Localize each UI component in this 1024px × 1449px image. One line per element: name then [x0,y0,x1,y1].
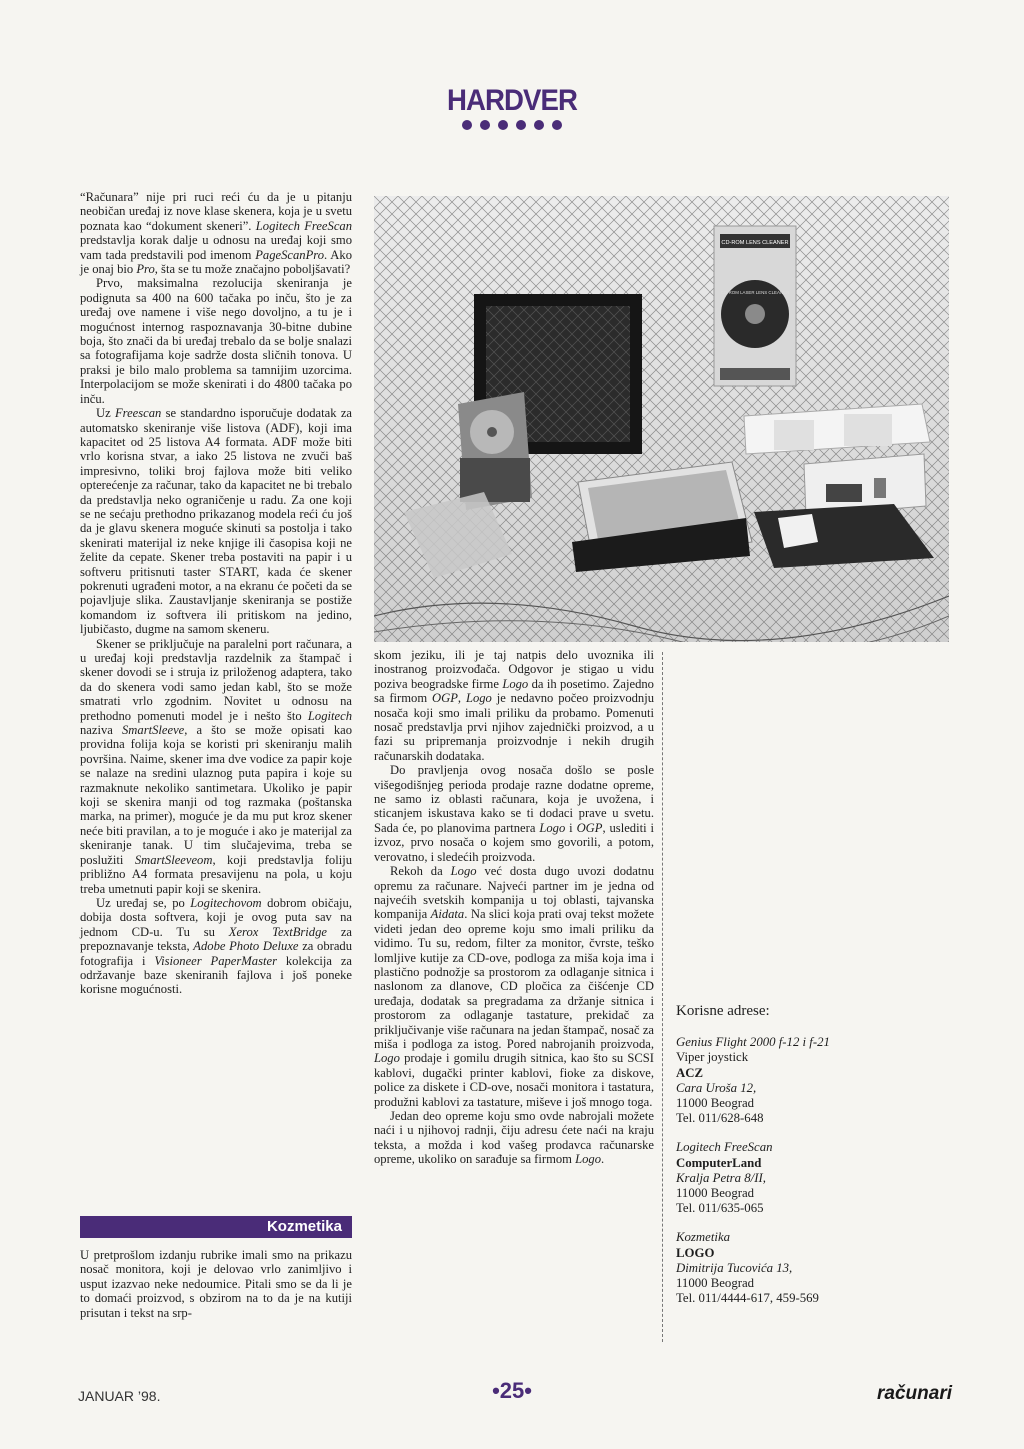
phone: Tel. 011/635-065 [676,1201,764,1216]
section-header [412,84,612,130]
svg-text:CD-ROM LASER LENS CLEANER: CD-ROM LASER LENS CLEANER [720,290,790,295]
dot [462,120,472,130]
address-block [676,1230,916,1306]
company-name: ComputerLand [676,1155,762,1170]
street: Kralja Petra 8/II, [676,1170,766,1185]
product-line: Viper joystick [676,1050,749,1065]
product-models: f-12 i f-21 [778,1035,830,1050]
article-column-2 [374,648,654,1167]
section-title: HARDVER [446,84,578,117]
kozmetika-column [80,1248,352,1320]
cd-case-stack [458,392,532,510]
magazine-name: računari [877,1383,952,1404]
paragraph: Uz Freescan se standardno isporučuje dodatak za automatsko skeniranje više listova (ADF), koji ima kapacitet od 25 listova A4 formata. ADF može biti vrlo korisna stvar, a iako 25 listova ne zvuči baš impresivno, toliki broj fajlova može biti veliko opterećenje za računar, tako da kapacitet ne bi trebalo da predstavlja neko ograničenje u radu. Za one koji se ne sećaju prethodno prikazanog modela reći ću još da je glavu skenera moguće skinuti sa postolja i tako skenirati materijal iz neke knjige ili časopisa koji ne želite da cepate. Skener treba postaviti na papir i u softveru pritisnuti taster START, kada će skener pokrenuti ugrađeni motor, a na ekranu će početi da se pojavljuje slika. Zaustavljanje skeniranja se postiže komandom iz softvera ili pritiskom na jedino, ljubičasto, dugme na samom skeneru. [80,406,352,637]
kozmetika-heading: Kozmetika [80,1216,352,1238]
dot [498,120,508,130]
header-dots [412,120,612,130]
product-name: Genius Flight 2000 [676,1035,776,1050]
addresses-heading: Korisne adrese: [676,1003,770,1019]
cd-cleaner-package [714,226,796,386]
city: 11000 Beograd [676,1186,755,1201]
address-block [676,1035,916,1126]
product-photo-illustration [374,196,949,642]
useful-addresses [676,1004,916,1320]
paragraph: Jedan deo opreme koju smo ovde nabrojali možete naći i u njihovoj radnji, čiju adresu ćete naći na kraju teksta, a možda i kod vašeg prodavca računarske opreme, ukoliko on sarađuje sa firmom Logo. [374,1109,654,1167]
paragraph: Prvo, maksimalna rezolucija skeniranja je podignuta sa 400 na 600 tačaka po inču, što je za uređaj ove namene i više nego dovoljno, a tu je i mogućnost internog raspoznavanja 30-bitne dubine boja, što znači da bi uređaj trebalo da se bolje snalazi sa fotografijama koje sadrže dosta sličnih tonova. U praksi je bilo malo problema sa tamnijim uzorcima. Interpolacijom se može skenirati i do 4800 tačaka po inču. [80,276,352,406]
paragraph: Uz uređaj se, po Logitechovom dobrom običaju, dobija dosta softvera, koji je ovog puta sav na jednom CD-u. Tu su Xerox TextBridge za prepoznavanje teksta, Adobe Photo Deluxe za obradu fotografija i Visioneer PaperMaster kolekcija za održavanje baze skeniranih fajlova i još poneke korisne mogućnosti. [80,895,353,997]
company-name: ACZ [676,1065,704,1080]
paragraph: “Računara” nije pri ruci reći ću da je u pitanju neobičan uređaj iz nove klase skenera, koja je u svetu poznata kao “dokument skeneri”. Logitech FreeScan predstavlja korak dalje u odnosu na uređaj koji smo vam tada predstavili pod imenom PageScanPro. Ako je onaj bio Pro, šta se tu može značajno poboljšavati? [80,190,353,277]
mouse-holder [778,514,818,548]
company-name: LOGO [676,1245,715,1260]
phone: Tel. 011/628-648 [676,1111,764,1126]
dot [552,120,562,130]
product-name: Logitech FreeScan [676,1140,773,1155]
dot [534,120,544,130]
paragraph: U pretprošlom izdanju rubrike imali smo na prikazu nosač monitora, koji je delovao vrlo zanimljivo i usput izazvao neke nedoumice. Pitali smo se da li je to domaći proizvod, s obzirom na to da je na kutiji prisutan i tekst na srp- [80,1248,352,1320]
street: Dimitrija Tucovića 13, [676,1260,793,1275]
product-photo [374,196,949,642]
phone: Tel. 011/4444-617, 459-569 [676,1291,819,1306]
paragraph: Rekoh da Logo već dosta dugo uvozi dodatnu opremu za računare. Najveći partner im je jedna od najvećih svetskih kompanija u toj oblasti, tajvanska kompanija Aidata. Na slici koja prati ovaj tekst možete videti jedan deo opreme koju smo imali priliku da vidimo. Tu su, redom, filter za monitor, čvrste, teško lomljive kutije za CD-ove, podloga za miša koja ima i plastično podnožje sa prostorom za odlaganje sitnica i naslonom za dlanove, CD pločica za čišćenje CD uređaja, dodatak sa pregradama za držanje sitnica i prostorom za odlaganje tastature, prekidač za priključivanje više računara na jedan štampač, nosač za miša i podloga za istog. Pored nabrojanih proizvoda, Logo prodaje i gomilu drugih sitnica, kao što su SCSI kablovi, dugački printer kablovi, fioke za diskove, police za diskete i CD-ove, nosači monitora i tastatura, produžni kablovi za tastature, miševe i još mnogo toga. [374,864,654,1109]
svg-text:CD-ROM LENS CLEANER: CD-ROM LENS CLEANER [721,240,789,246]
street: Cara Uroša 12, [676,1080,757,1095]
city: 11000 Beograd [676,1096,755,1111]
paragraph: skom jeziku, ili je taj natpis delo uvoznika ili inostranog proizvođača. Odgovor je stigao u vidu poziva beogradske firme Logo da ih posetimo. Zajedno sa firmom OGP, Logo je nedavno počeo proizvodnju nosača koji smo imali priliku da probamo. Pomenuti nosač predstavlja prvi njihov zajednički proizvod, a u fazi su pripremanja proizvodnje i nekih drugih računarskih dodataka. [374,648,655,763]
city: 11000 Beograd [676,1276,755,1291]
column-divider [662,652,663,1342]
address-block [676,1140,916,1216]
article-column-1 [80,190,352,997]
page-number: •25• [492,1378,532,1403]
dot [480,120,490,130]
dot [516,120,526,130]
paragraph: Skener se priključuje na paralelni port računara, a u uređaj koji predstavlja razdelnik za štampač i skener dovodi se i struja iz priloženog adaptera, tako da do skenera vodi samo jedan kabl, što se može smatrati vrlo zgodnim. Novitet u odnosu na prethodno pomenuti model je i nešto što Logitech naziva SmartSleeve, a što se može opisati kao providna folija koja se koristi pri skeniranju malih površina. Naime, skener ima dve vodice za papir koje se nalaze na sredini ulaznog puta papira i koje su razmaknute nekoliko santimetara. Ukoliko je papir koji se skenira manji od tog razmaka (poštanska marka, na primer), moguće je da mu put kroz skener neće biti pravilan, a to je moguće i ako je materijal za skeniranje tanak. U tim slučajevima, treba se poslužiti SmartSleeveom, koji predstavlja foliju približno A4 formata presavijenu na pola, u koju treba umetnuti papir koji se skenira. [80,636,352,896]
paragraph: Do pravljenja ovog nosača došlo se posle višegodišnjeg perioda prodaje razne dodatne opreme, ne samo iz oblasti računara, koja je uvožena, i sticanjem iskustava kako se ti dodaci prave u svetu. Sada će, po planovima partnera Logo i OGP, uslediti i izvoz, prvo nosača o kojem smo govorili, a potom, verovatno, i sledećih proizvoda. [374,763,654,864]
product-name: Kozmetika [676,1230,731,1245]
issue-date: JANUAR ’98. [78,1388,161,1404]
